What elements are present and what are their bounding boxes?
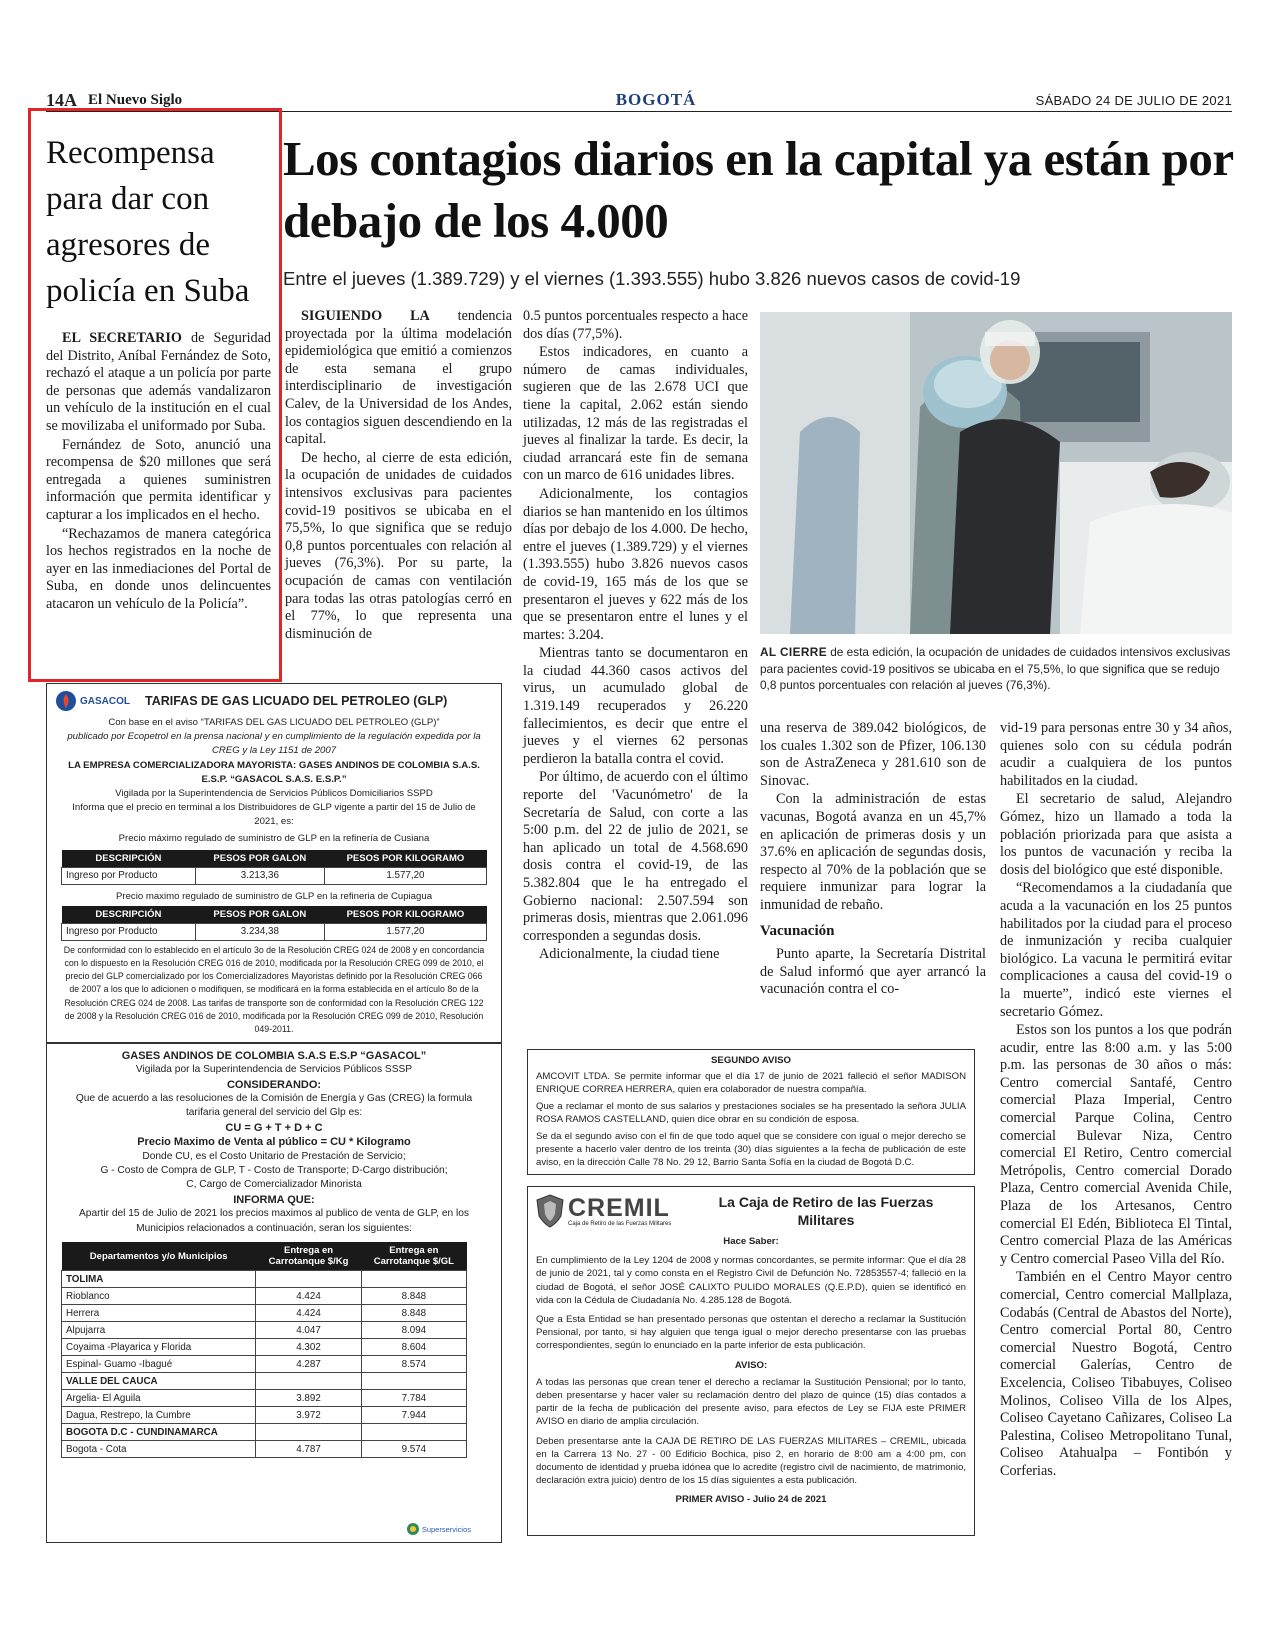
- photo-caption: [760, 644, 1232, 694]
- gasacol-logo-text: GASACOL: [80, 695, 130, 707]
- gas-ad-line: Que de acuerdo a las resoluciones de la Comisión de Energía y Gas (CREG) la formula tarifaria general del servicio del Glp es:: [75, 1092, 473, 1119]
- gas-ad-intro: [47, 716, 501, 846]
- gas-ad-line: G - Costo de Compra de GLP, T - Costo de Transporte; D-Cargo distribución;: [100, 1165, 448, 1176]
- table-cell: Ingreso por Producto: [62, 923, 196, 940]
- cremil-paragraph: Que a Esta Entidad se han presentado personas que ostentan el derecho a reclamar la Sustitución Pensional, por tanto, si hay alguien que tenga igual o mejor derecho presentarse con las pruebas correspondientes, según lo enunciado en la parte inferior de esta publicación.: [536, 1314, 966, 1352]
- article-column-3: [760, 720, 986, 1000]
- cremil-paragraph: A todas las personas que crean tener el derecho a reclamar la Sustitución Pensional; por lo tanto, deben presentarse y hacer valer su reclamación dentro del plazo de quince (15) días contados a partir de la fecha de publicación del presente aviso, para efectos de Ley se FIJA este PRIMER AVISO en diario de amplia circulación.: [536, 1376, 966, 1428]
- side-story-body: [46, 330, 271, 615]
- table-header: Entrega en Carrotanque $/Kg: [256, 1242, 361, 1271]
- article-paragraph: Adicionalmente, la ciudad tiene: [539, 946, 720, 963]
- table-header: Entrega en Carrotanque $/GL: [361, 1242, 466, 1271]
- table-row: [62, 867, 487, 884]
- caption-text: de esta edición, la ocupación de unidades de cuidados intensivos exclusivas para pacientes covid-19 positivos se ubicaba en el 75,5%, lo que significa que se redujo 0,8 puntos porcentuales con relación al jueves (76,3%).: [760, 645, 1231, 692]
- article-paragraph: una reserva de 389.042 biológicos, de los cuales 1.302 son de Pfizer, 106.130 son de AstraZeneca y 281.610 son de Sinovac.: [760, 720, 986, 789]
- gas-ad-section-2: [47, 1044, 501, 1236]
- table-cell: Herrera: [62, 1305, 256, 1322]
- table-cell: Dagua, Restrepo, la Cumbre: [62, 1407, 256, 1424]
- article-paragraph: Estos son los puntos a los que podrán acudir, entre las 8:00 a.m. y las 5:00 p.m. las personas de 30 años o más: Centro comercial Santafé, Centro comercial Plaza Imperial, Centro comercial Parque Colina, Centro comercial Bulevar Niza, Centro comercial El Retiro, Centro comercial Metrópolis, Centro comercial Dorado Plaza, Centro comercial Avenida Chile, Plaza de los Artesanos, Centro comercial El Edén, Biblioteca El Tintal, Centro comercial Plaza de las Américas y Centro comercial Paseo Villa del Río.: [1000, 1022, 1232, 1267]
- article-column-4: [1000, 720, 1232, 1482]
- table-cell: 1.577,20: [324, 867, 486, 884]
- gasacol-logo: [55, 690, 145, 712]
- table-cell: [361, 1373, 466, 1390]
- table-row: [62, 1373, 467, 1390]
- cremil-paragraph: En cumplimiento de la Ley 1204 de 2008 y normas concordantes, se permite informar: Que el día 28 de junio de 2021, tal y como consta en el Registro Civil de Defunción No. 72853557-4; falleció en la ciudad de Bogotá, el señor JOSÉ CALIXTO PULIDO MORALES (Q.E.P.D), quien se identificó en vida con la Cédula de Ciudadanía No. 4.285.128 de Bogotá.: [536, 1255, 966, 1306]
- gas-ad-line: C, Cargo de Comercializador Minorista: [186, 1179, 362, 1191]
- table-row: [62, 1322, 467, 1339]
- gas-ad-line: GASES ANDINOS DE COLOMBIA S.A.S E.S.P “GASACOL”: [121, 1049, 427, 1062]
- hospital-photo: [760, 312, 1232, 634]
- gas-ad-line: Vigilada por la Superintendencia de Servicios Públicos Domiciliarios SSPD: [115, 788, 433, 800]
- gas-ad-line: Donde CU, es el Costo Unitario de Prestación de Servicio;: [142, 1150, 406, 1162]
- table-row: [62, 1356, 467, 1373]
- superservicios-icon: [406, 1522, 420, 1536]
- table-cell: BOGOTA D.C - CUNDINAMARCA: [62, 1424, 256, 1441]
- notice-paragraph: AMCOVIT LTDA. Se permite informar que el día 17 de junio de 2021 falleció el señor MADISON ENRIQUE CORREA HERRERA, quien era colaborador de nuestra compañía.: [536, 1071, 966, 1095]
- table-row: [62, 1339, 467, 1356]
- article-paragraph: [285, 308, 512, 449]
- table-header: PESOS POR GALON: [195, 850, 324, 868]
- table-cell: [256, 1424, 361, 1441]
- article-paragraph: Punto aparte, la Secretaría Distrital de Salud informó que ayer arrancó la vacunación contra el co-: [760, 946, 986, 998]
- table-cell: [256, 1373, 361, 1390]
- gas-ad-legal-text: De conformidad con lo establecido en el artículo 3o de la Resolución CREG 024 de 2008 y en concordancia con lo dispuesto en la Resolución CREG 016 de 2010, modificada por la Resolución CREG 099 de 2010, el precio del GLP comercializado por los Comercializadores Mayoristas definido por la Resolución CREG 066 de 2007 a los que lo adicionen o modifiquen, se modificará en la forma establecida en el artículo 8o de la Resolución CREG 024 de 2008. Las tarifas de transporte son de conformidad con la Resolución CREG 122 de 2008 y la Resolución CREG 016 de 2010, modificada por la Resolución CREG 099 de 2010, Resolución 049-2011.: [63, 944, 485, 1035]
- gas-ad-line: CONSIDERANDO:: [226, 1078, 322, 1091]
- side-story-lead: EL SECRETARIO: [62, 330, 182, 346]
- table-cell: 7.944: [361, 1407, 466, 1424]
- article-paragraph: “Recomendamos a la ciudadanía que acuda a la vacunación en los 25 puntos habilitados por la ciudad para el proceso de inmunización y reciba cualquier biológico. La vacuna le permitirá evitar complicaciones a causa del covid-19 o la muerte”, indicó este viernes el secretario Gómez.: [1000, 880, 1232, 1020]
- table-cell: Rioblanco: [62, 1288, 256, 1305]
- gas-table-2-wrap: [47, 906, 501, 941]
- table-cell: 8.848: [361, 1305, 466, 1322]
- cremil-footer: PRIMER AVISO - Julio 24 de 2021: [675, 1494, 827, 1506]
- gas-tariff-ad: [46, 683, 502, 1543]
- superservicios-logo: [406, 1522, 471, 1536]
- gas-ad-line: Apartir del 15 de Julio de 2021 los precios maximos al publico de venta de GLP, en los Municipios relacionados a continuación, seran los siguientes:: [79, 1208, 469, 1234]
- military-shield-icon: [536, 1194, 564, 1228]
- cremil-notice: [527, 1186, 975, 1536]
- table-row: [62, 1407, 467, 1424]
- table-row: [62, 1305, 467, 1322]
- table-header: DESCRIPCIÓN: [62, 906, 196, 924]
- article-lead: SIGUIENDO LA: [301, 308, 430, 324]
- table-header: PESOS POR GALON: [195, 906, 324, 924]
- table-cell: [256, 1271, 361, 1288]
- superservicios-text: Superservicios: [421, 1524, 471, 1534]
- table-cell: 3.892: [256, 1390, 361, 1407]
- gas-ad-line: Precio Maximo de Venta al público = CU * Kilogramo: [137, 1136, 411, 1149]
- table-row: [62, 1271, 467, 1288]
- icu-scene-illustration: [760, 312, 1232, 634]
- table-cell: Alpujarra: [62, 1322, 256, 1339]
- gas-ad-title: TARIFAS DE GAS LICUADO DEL PETROLEO (GLP): [145, 694, 448, 708]
- table-cell: 4.047: [256, 1322, 361, 1339]
- table-cell: TOLIMA: [62, 1271, 256, 1288]
- article-paragraph: El secretario de salud, Alejandro Gómez, hizo un llamado a toda la población priorizada para que asista a los puntos de vacunación y reciba la dosis del biológico que esté disponible.: [1000, 791, 1232, 878]
- article-column-2: [523, 308, 748, 965]
- side-story-paragraph: [46, 330, 271, 436]
- main-headline: Los contagios diarios en la capital ya están por debajo de los 4.000: [283, 131, 1233, 248]
- gas-ad-line: publicado por Ecopetrol en la prensa nacional y en cumplimiento de la regulación expedida por la CREG y la Ley 1151 de 2007: [67, 731, 481, 757]
- article-paragraph: Adicionalmente, los contagios diarios se han mantenido en los últimos días por debajo de los 4.000. De hecho, entre el jueves (1.389.729) y el viernes (1.393.555) hubo 3.826 nuevos casos de covid-19, 165 más de los que se presentaron el jueves y 622 más de los que se presentaron entre el lunes y el martes: 3.204.: [523, 485, 748, 643]
- table-cell: Coyaima -Playarica y Florida: [62, 1339, 256, 1356]
- gas-ad-header: [47, 684, 501, 716]
- article-paragraph: Estos indicadores, en cuanto a número de camas individuales, sugieren que de las 2.678 UCI que tiene la capital, 2.062 están siendo utilizadas, 12 más de las registradas el jueves al finalizar la tarde. Es decir, la ciudad arrancará este fin de semana con un marco de 616 unidades libres.: [523, 344, 748, 484]
- notice-paragraph: Que a reclamar el monto de sus salarios y prestaciones sociales se ha presentado la señora JULIA ROSA RAMOS CASTELLAND, quien dice obrar en su condición de esposa.: [536, 1101, 966, 1125]
- gas-ad-line: Con base en el aviso “TARIFAS DEL GAS LICUADO DEL PETROLEO (GLP)”: [108, 717, 440, 728]
- article-paragraph: Por último, de acuerdo con el último reporte del 'Vacunómetro' de la Secretaría de Salud, con corte a las 5:00 p.m. del 22 de julio de 2021, se han aplicado un total de 4.568.690 dosis contra el covid-19, de las 5.382.804 que le ha entregado el Gobierno nacional: 2.507.594 son primeras dosis, mientras que 2.061.096 corresponden a segundas dosis.: [523, 769, 748, 944]
- table-row: [62, 1390, 467, 1407]
- article-paragraph: También en el Centro Mayor centro comercial, Centro comercial Mallplaza, Codabás (Central de Abastos del Norte), Centro comercial Portal 80, Centro comercial Nuestro Bogotá, Centro comercial Galerías, Centro de Excelencia, Coliseo Tibabuyes, Coliseo Molinos, Coliseo Villa de los Alpes, Coliseo Cayetano Cañizares, Coliseo La Palestina, Coliseo Metropolitano Tunal, Coliseo Atahualpa – Fontibón y Corferias.: [1000, 1269, 1232, 1479]
- table-header: Departamentos y/o Municipios: [62, 1242, 256, 1271]
- table-cell: 9.574: [361, 1441, 466, 1458]
- side-story-text: de Seguridad del Distrito, Aníbal Fernández de Soto, rechazó el ataque a un policía por parte de personas que además vandalizaron un vehículo de la institución en el cual se movilizaba el uniformado por Suba.: [46, 330, 271, 434]
- table-cell: 8.604: [361, 1339, 466, 1356]
- table-cell: VALLE DEL CAUCA: [62, 1373, 256, 1390]
- gas-ad-line: INFORMA QUE:: [233, 1193, 315, 1206]
- side-story-paragraph: Fernández de Soto, anunció una recompensa de $20 millones que será entregada a quienes suministren información que permita identificar y capturar a los implicados en el hecho.: [46, 436, 271, 523]
- article-paragraph: 0.5 puntos porcentuales respecto a hace dos días (77,5%).: [523, 308, 748, 342]
- table-cell: Espinal- Guamo -Ibagué: [62, 1356, 256, 1373]
- table-cell: [361, 1424, 466, 1441]
- table-row: [62, 1441, 467, 1458]
- gas-ad-line: Vigilada por la Superintendencia de Servicios Públicos SSSP: [135, 1064, 413, 1076]
- page-number: 14A: [46, 90, 77, 110]
- table-cell: 4.302: [256, 1339, 361, 1356]
- side-story-paragraph: “Rechazamos de manera categórica los hechos registrados en la noche de ayer en las inmediaciones del Portal de Suba, en donde unos delincuentes atacaron un vehículo de la Policía”.: [46, 525, 271, 612]
- table-row: [62, 1424, 467, 1441]
- cremil-aviso-heading: AVISO:: [734, 1359, 768, 1371]
- gas-flame-icon: [55, 690, 77, 712]
- gas-table-3-wrap: [47, 1236, 501, 1458]
- table-cell: Bogota - Cota: [62, 1441, 256, 1458]
- table-row: [62, 923, 487, 940]
- article-text: tendencia proyectada por la última modelación epidemiológica que emitió a comienzos de esta semana el grupo interdisciplinario de investigación Calev, de la Universidad de los Andes, los contagios siguen descendiendo en la capital.: [285, 308, 512, 448]
- table-header: DESCRIPCIÓN: [62, 850, 196, 868]
- table-cell: 8.848: [361, 1288, 466, 1305]
- table-cell: 4.287: [256, 1356, 361, 1373]
- cremil-paragraph: Deben presentarse ante la CAJA DE RETIRO DE LAS FUERZAS MILITARES – CREMIL, ubicada en la Carrera 13 No. 27 - 00 Edificio Bochica, piso 2, en horario de 8:00 am a 4:00 pm, con documento de identidad y prueba idónea que lo acredite (registro civil de nacimiento, de matrimonio, declaración extra juicio) dentro de los 15 días siguientes a esta publicación.: [536, 1435, 966, 1487]
- segundo-aviso-notice: [527, 1049, 975, 1175]
- gas-ad-line: Informa que el precio en terminal a los Distribuidores de GLP vigente a partir del 15 de Julio de 2021, es:: [72, 802, 476, 828]
- gas-ad-line: Precio maximo regulado de suministro de GLP en la refineria de Cupiagua: [115, 890, 433, 902]
- article-subheading: Vacunación: [760, 922, 835, 939]
- gas-price-table-cusiana: [61, 850, 487, 885]
- notice-title: SEGUNDO AVISO: [711, 1055, 791, 1066]
- table-cell: Argelia- El Aguila: [62, 1390, 256, 1407]
- main-subheadline: Entre el jueves (1.389.729) y el viernes (1.393.555) hubo 3.826 nuevos casos de covid-19: [283, 268, 1021, 289]
- cremil-hace-saber: Hace Saber:: [723, 1236, 779, 1247]
- gas-ad-line: Precio máximo regulado de suministro de GLP en la refinería de Cusiana: [118, 832, 430, 844]
- cremil-logo-subtitle: Caja de Retiro de las Fuerzas Militares: [568, 1220, 672, 1227]
- table-cell: 3.213,36: [195, 867, 324, 884]
- section-name: BOGOTÁ: [615, 90, 697, 109]
- table-cell: 4.787: [256, 1441, 361, 1458]
- cremil-title: La Caja de Retiro de las Fuerzas Militares: [718, 1194, 934, 1228]
- article-paragraph: Con la administración de estas vacunas, Bogotá avanza en un 45,7% en aplicación de primeras dosis y un 37.6% en aplicación de segundas dosis, respecto al 70% de la población que se requiere inmunizar para lograr la inmunidad de rebaño.: [760, 791, 986, 913]
- cremil-logo: [536, 1194, 686, 1228]
- newspaper-name: El Nuevo Siglo: [88, 92, 183, 108]
- table-cell: 1.577,20: [324, 923, 486, 940]
- table-cell: 8.574: [361, 1356, 466, 1373]
- table-cell: 4.424: [256, 1288, 361, 1305]
- gas-table-1-wrap: [47, 846, 501, 885]
- article-column-1: [285, 308, 512, 644]
- table-row: [62, 1288, 467, 1305]
- table-cell: 3.234,38: [195, 923, 324, 940]
- table-cell: 4.424: [256, 1305, 361, 1322]
- article-paragraph: vid-19 para personas entre 30 y 34 años, quienes solo con su cédula podrán acudir a cualquiera de los puntos habilitados en la ciudad.: [1000, 720, 1232, 789]
- caption-lead: AL CIERRE: [760, 645, 827, 659]
- cremil-header: [536, 1193, 966, 1229]
- gas-tariff-formula: CU = G + T + D + C: [225, 1121, 323, 1134]
- article-paragraph: Mientras tanto se documentaron en la ciudad 44.360 casos activos del virus, un acumulado global de 1.319.149 recuperados y 26.220 fallecimientos, es decir que entre el jueves y el viernes 62 personas perdieron la batalla contra el covid.: [523, 645, 748, 767]
- table-header: PESOS POR KILOGRAMO: [324, 906, 486, 924]
- table-cell: [361, 1271, 466, 1288]
- gas-ad-line: LA EMPRESA COMERCIALIZADORA MAYORISTA: GASES ANDINOS DE COLOMBIA S.A.S. E.S.P. “GASACOL S.A.S. E.S.P.”: [68, 759, 480, 785]
- cremil-logo-text: CREMIL: [568, 1193, 670, 1222]
- table-cell: 7.784: [361, 1390, 466, 1407]
- table-cell: 3.972: [256, 1407, 361, 1424]
- table-header: PESOS POR KILOGRAMO: [324, 850, 486, 868]
- issue-date: SÁBADO 24 DE JULIO DE 2021: [1035, 93, 1232, 108]
- table-cell: Ingreso por Producto: [62, 867, 196, 884]
- gas-price-table-cupiagua: [61, 906, 487, 941]
- cremil-logo-text-wrap: [568, 1195, 671, 1228]
- gas-municipal-price-table: [61, 1242, 467, 1458]
- article-paragraph: De hecho, al cierre de esta edición, la ocupación de unidades de cuidados intensivos exclusivas para pacientes covid-19 positivos se ubicaba en el 75,5%, lo que significa que se redujo 0,8 puntos porcentuales con relación al jueves (76,3%). Por su parte, la ocupación de camas con ventilación para todas las otras patologías cerró en el 77%, lo que representa una disminución de: [285, 449, 512, 642]
- gas-municipal-table-body: [62, 1271, 467, 1458]
- table-cell: 8.094: [361, 1322, 466, 1339]
- notice-paragraph: Se da el segundo aviso con el fin de que todo aquel que se considere con igual o mejor derecho se presente a hacerlo valer dentro de los treinta (30) días siguientes a la fecha de publicación de este aviso, en la dirección Calle 78 No. 29 12, Barrio Santa Sofía en la ciudad de Bogotá D.C.: [536, 1131, 966, 1168]
- side-story-title: Recompensa para dar con agresores de policía en Suba: [46, 135, 250, 309]
